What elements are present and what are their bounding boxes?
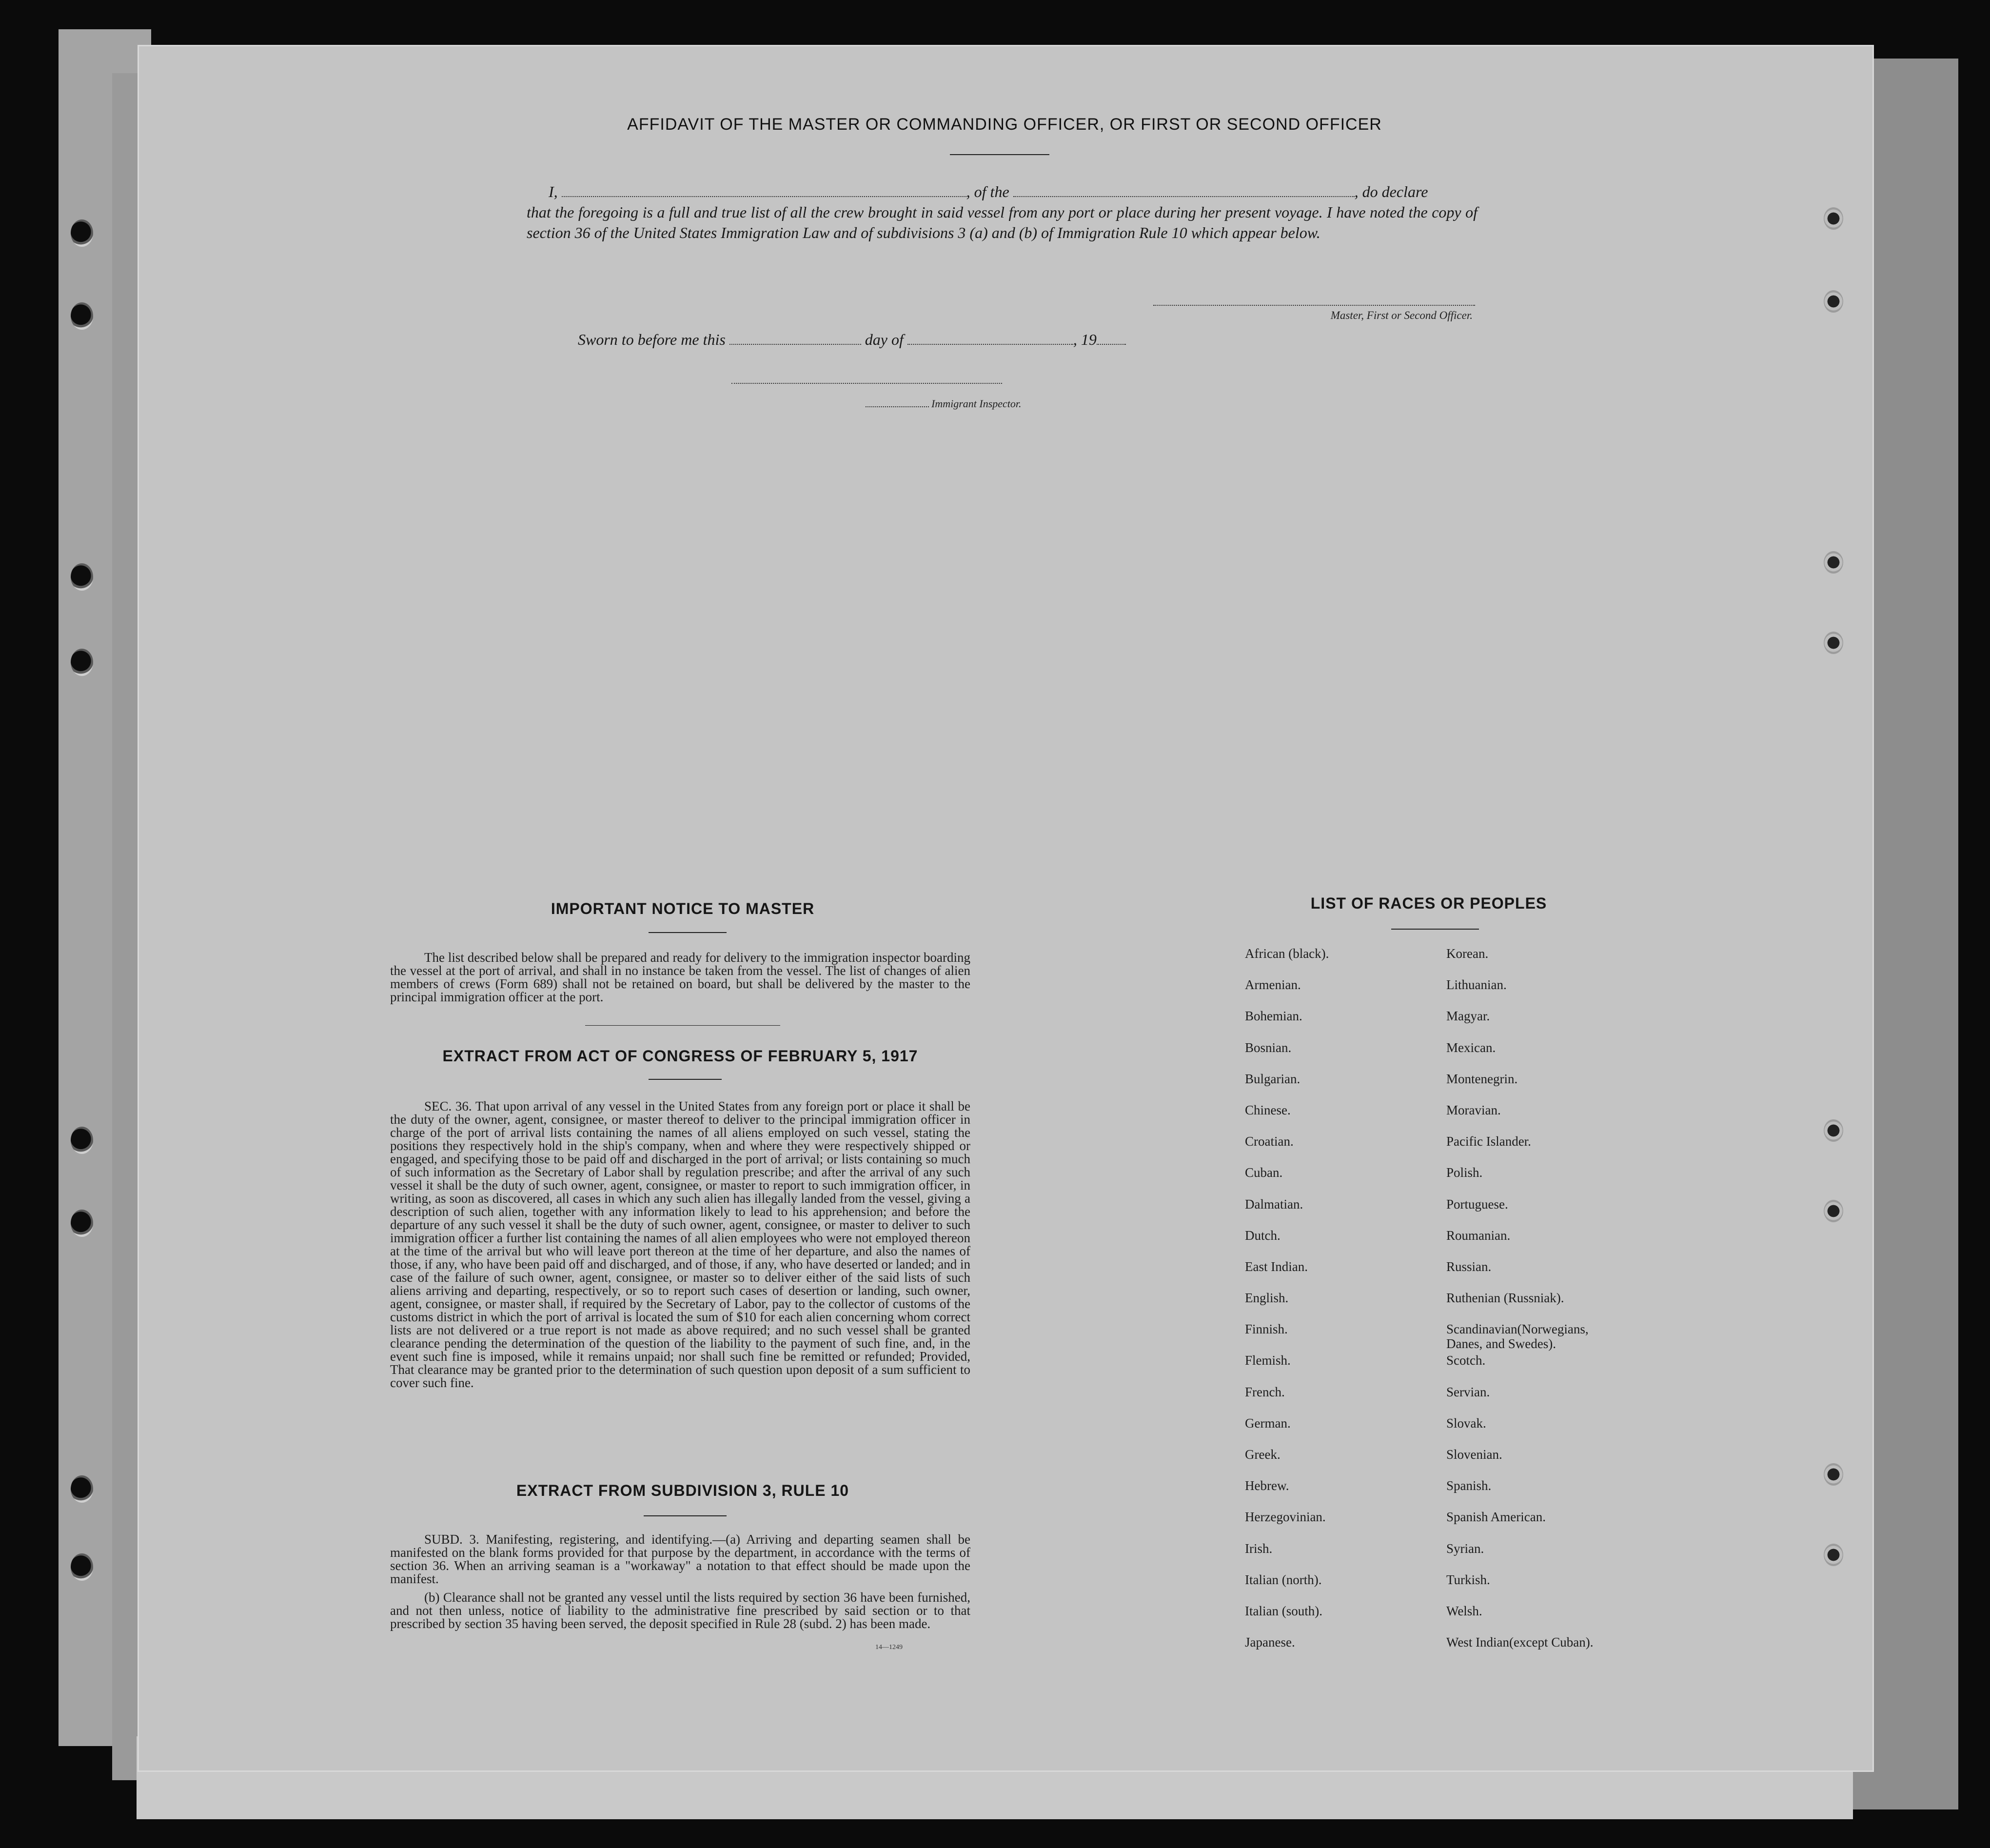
race-item: Bohemian. — [1245, 1009, 1302, 1024]
punch-hole — [1824, 290, 1843, 313]
race-item: Greek. — [1245, 1447, 1281, 1462]
race-item: Chinese. — [1245, 1102, 1291, 1117]
race-item: Cuban. — [1245, 1165, 1283, 1180]
affidavit-title: AFFIDAVIT OF THE MASTER OR COMMANDING OFFICER, OR FIRST OR SECOND OFFICER — [627, 115, 1382, 134]
race-item: Portuguese. — [1446, 1196, 1508, 1212]
race-item: Armenian. — [1245, 977, 1301, 993]
race-item: Mexican. — [1446, 1040, 1496, 1055]
officer-signature-line[interactable] — [1153, 305, 1475, 306]
officer-signature-caption: Master, First or Second Officer. — [1330, 309, 1473, 321]
rule-extract-text-b: (b) Clearance shall not be granted any vessel until the lists required by section 36 have been furnished, and not then unless, notice of liability to the administrative fine prescribed by said section or to that prescribed by section 35 having been served, the deposit specified in Rule 28 (subd. 2) has been made. — [390, 1590, 970, 1631]
race-item: Herzegovinian. — [1245, 1510, 1326, 1525]
rule-extract-title: EXTRACT FROM SUBDIVISION 3, RULE 10 — [516, 1482, 849, 1499]
race-item: Bosnian. — [1245, 1040, 1292, 1055]
race-item: Dalmatian. — [1245, 1196, 1303, 1212]
race-item: Bulgarian. — [1245, 1071, 1300, 1086]
race-item: German. — [1245, 1415, 1291, 1431]
race-item: Croatian. — [1245, 1134, 1294, 1149]
declaration-i: I, — [549, 183, 558, 200]
race-item: Japanese. — [1245, 1635, 1295, 1650]
race-item: Montenegrin. — [1446, 1071, 1518, 1086]
sworn-month-blank[interactable] — [907, 331, 1073, 345]
act-extract-title: EXTRACT FROM ACT OF CONGRESS OF FEBRUARY 5, 1917 — [442, 1047, 918, 1065]
race-item: Magyar. — [1446, 1009, 1490, 1024]
punch-hole — [71, 649, 93, 676]
affidavit-declaration — [527, 181, 1478, 243]
race-item: Ruthenian (Russniak). — [1446, 1291, 1564, 1306]
race-item: Dutch. — [1245, 1228, 1281, 1243]
races-title: LIST OF RACES OR PEOPLES — [1310, 894, 1547, 912]
punch-hole — [71, 219, 93, 247]
punch-hole — [71, 1553, 93, 1581]
sworn-day-blank[interactable] — [729, 331, 861, 345]
title-rule — [950, 154, 1049, 155]
race-item: East Indian. — [1245, 1259, 1308, 1274]
declaration-line — [527, 181, 1478, 202]
race-item: Moravian. — [1446, 1102, 1501, 1117]
punch-hole — [1824, 207, 1843, 230]
punch-hole — [1824, 551, 1843, 574]
notice-title-rule — [649, 932, 727, 933]
race-item: Irish. — [1245, 1541, 1273, 1556]
inspector-signature-line[interactable] — [731, 383, 1002, 384]
vessel-blank[interactable] — [1013, 182, 1355, 197]
race-item: Italian (north). — [1245, 1572, 1322, 1587]
race-item: Lithuanian. — [1446, 977, 1507, 993]
races-title-rule — [1391, 929, 1479, 930]
notice-title: IMPORTANT NOTICE TO MASTER — [551, 900, 815, 917]
sworn-line — [578, 331, 1212, 349]
rule-extract-text-a: SUBD. 3. Manifesting, registering, and identifying.—(a) Arriving and departing seamen shall be manifested on the blank forms provided for that purpose by the department, in accordance with the terms of section 36. When an arriving seaman is a "workaway" a notation to that effect should be made upon the manifest. — [390, 1532, 970, 1586]
declaration-of-the: , of the — [966, 183, 1009, 200]
punch-hole — [1824, 1200, 1843, 1222]
race-item: English. — [1245, 1291, 1289, 1306]
punch-hole — [1824, 1463, 1843, 1486]
race-item: African (black). — [1245, 946, 1329, 961]
inspector-signature-leader — [866, 406, 929, 407]
race-item: French. — [1245, 1384, 1285, 1399]
race-item: Welsh. — [1446, 1603, 1482, 1618]
form-number: 14—1249 — [875, 1644, 903, 1651]
race-item: Slovak. — [1446, 1415, 1486, 1431]
race-item: West Indian(except Cuban). — [1446, 1635, 1594, 1650]
race-item: Turkish. — [1446, 1572, 1490, 1587]
races-right-column — [1446, 946, 1651, 1666]
rule-extract-rule — [644, 1515, 727, 1516]
name-blank[interactable] — [562, 182, 966, 197]
declaration-declare: , do declare — [1354, 183, 1428, 200]
races-left-column — [1245, 946, 1450, 1666]
notice-divider — [585, 1025, 780, 1026]
sworn-day-of: day of — [865, 331, 904, 348]
race-item: Servian. — [1446, 1384, 1490, 1399]
punch-hole — [71, 563, 93, 591]
punch-hole — [71, 1475, 93, 1503]
race-item: Polish. — [1446, 1165, 1483, 1180]
punch-hole — [71, 1210, 93, 1237]
inspector-caption: Immigrant Inspector. — [931, 397, 1022, 410]
act-extract-text: SEC. 36. That upon arrival of any vessel in the United States from any foreign port or place it shall be the duty of the owner, agent, consignee, or master thereof to deliver to the principal immigration officer in charge of the port of arrival lists containing the names of all aliens employed on such vessel, stating the positions they respectively hold in the ship's company, when and where they were respectively shipped or engaged, and specifying those to be paid off and discharged in the port of arrival; or lists containing so much of such information as the Secretary of Labor shall by regulation prescribe; and after the arrival of any such vessel it shall be the duty of such owner, agent, consignee, or master to report to such immigration officer, in writing, as soon as discovered, all cases in which any such alien has illegally landed from the vessel, giving a description of such alien, together with any information likely to lead to his apprehension; and before the departure of any such vessel it shall be the duty of such owner, agent, consignee, or master to deliver to such immigration officer a further list containing the names of all alien employees who were not employed thereon at the time of the arrival but who will leave port thereon at the time of her departure, and also the names of those, if any, who have been paid off and discharged, and of those, if any, who have deserted or landed; and in case of the failure of such owner, agent, consignee, or master so to deliver either of the said lists of such aliens arriving and departing, respectively, or so to report such cases of desertion or landing, such owner, agent, consignee, or master shall, if required by the Secretary of Labor, pay to the collector of customs of the customs district in which the port of arrival is located the sum of $10 for each alien concerning whom correct lists are not delivered or a true report is not made as above required; and no such vessel shall be granted clearance pending the determination of the question of the liability to the payment of such fine, and, in the event such fine is imposed, while it remains unpaid; nor shall such fine be remitted or refunded; Provided, That clearance may be granted prior to the determination of such question upon deposit of a sum sufficient to cover such fine. — [390, 1099, 970, 1390]
act-extract-rule — [649, 1079, 722, 1080]
race-item: Flemish. — [1245, 1353, 1291, 1368]
race-item: Hebrew. — [1245, 1478, 1289, 1493]
notice-text: The list described below shall be prepared and ready for delivery to the immigration inspector boarding the vessel at the port of arrival, and shall in no instance be taken from the vessel. The list of changes of alien members of crews (Form 689) shall not be retained on board, but shall be delivered by the master to the principal immigration officer at the port. — [390, 950, 970, 1004]
race-item: Korean. — [1446, 946, 1489, 961]
declaration-body: that the foregoing is a full and true list of all the crew brought in said vessel from any port or place during her present voyage. I have noted the copy of section 36 of the United States Immigration Law and of subdivisions 3 (a) and (b) of Immigration Rule 10 which appear below. — [527, 203, 1478, 241]
punch-hole — [1824, 1119, 1843, 1142]
punch-hole — [71, 302, 93, 330]
sworn-prefix: Sworn to before me this — [578, 331, 726, 348]
race-item: Slovenian. — [1446, 1447, 1502, 1462]
race-item: Russian. — [1446, 1259, 1492, 1274]
sworn-year-label: , 19 — [1073, 331, 1097, 348]
race-item: Pacific Islander. — [1446, 1134, 1531, 1149]
race-item: Spanish American. — [1446, 1510, 1546, 1525]
race-item: Finnish. — [1245, 1322, 1288, 1337]
race-item: Spanish. — [1446, 1478, 1492, 1493]
punch-hole — [71, 1127, 93, 1154]
race-item: Syrian. — [1446, 1541, 1484, 1556]
race-item: Roumanian. — [1446, 1228, 1511, 1243]
race-item: Scotch. — [1446, 1353, 1486, 1368]
race-item: Italian (south). — [1245, 1603, 1322, 1618]
sworn-year-blank[interactable] — [1097, 331, 1126, 345]
punch-hole — [1824, 1544, 1843, 1566]
race-item: Scandinavian(Norwegians, Danes, and Swedes). — [1446, 1322, 1589, 1351]
punch-hole — [1824, 632, 1843, 654]
